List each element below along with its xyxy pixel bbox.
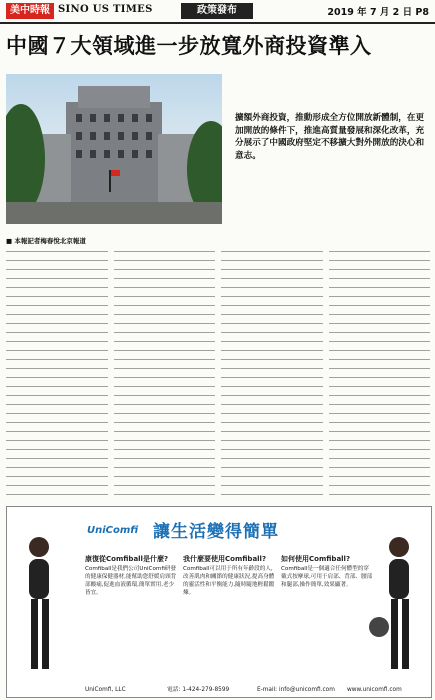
ad-question-body: Comfiball是我們公司UniComfi研發的健康保健器材,能幫助您舒緩肩頸背部酸痛,促進血液循環,簡單實用,老少皆宜。 — [85, 566, 177, 596]
article-column — [221, 245, 323, 503]
ad-email[interactable]: E-mail: info@unicomfi.com — [257, 687, 335, 693]
government-building-photo — [6, 74, 222, 224]
ad-title: 讓生活變得簡單 — [153, 522, 279, 542]
article-column — [6, 245, 108, 503]
ad-question-heading: 康復從Comfiball是什麼? — [85, 555, 169, 563]
article-column — [329, 245, 431, 503]
woman-exercise-right-image — [361, 507, 431, 697]
newspaper-english-title: SINO US TIMES — [58, 4, 153, 15]
unicomfi-advertisement — [6, 506, 432, 698]
issue-date: 2019 年 7 月 2 日 P8 — [327, 7, 429, 18]
ad-question-heading: 如何使用Comfiball? — [281, 555, 351, 563]
article-body-columns — [6, 245, 430, 503]
ad-phone: 電話: 1-424-279-8599 — [167, 687, 230, 693]
ad-company: UniComfi, LLC — [85, 687, 126, 693]
building-illustration — [6, 74, 222, 224]
masthead — [0, 0, 435, 24]
woman-exercise-left-image — [7, 507, 77, 697]
section-label: 政策發布 — [181, 3, 253, 19]
newspaper-logo: 美中時報 — [6, 3, 54, 19]
ad-question-3 — [281, 555, 373, 589]
ad-question-1 — [85, 555, 177, 597]
unicomfi-logo: UniComfi — [87, 525, 139, 536]
article-headline: 中國７大領域進一步放寬外商投資準入 — [6, 34, 372, 58]
reporter-byline: ■ 本報記者梅春悅北京報道 — [6, 237, 86, 245]
ad-question-2 — [183, 555, 275, 597]
page-number: P8 — [415, 7, 429, 18]
ad-question-body: Comfiball是一個適合任何體型的穿戴式按摩球,可用于肩部、背部、腰部和腿部,操作簡單,效果顯著。 — [281, 566, 373, 588]
article-column — [114, 245, 216, 503]
ad-question-heading: 我什麼要使用Comfiball? — [183, 555, 267, 563]
ad-website[interactable]: www.unicomfi.com — [347, 687, 402, 693]
ad-question-body: Comfiball可以用于所有年齡段的人,改善肌肉和關節的健康狀況,提高身體的靈活性和平衡能力,隨時隨地輕鬆鍛煉。 — [183, 566, 275, 596]
article-callout: 擴額外商投資，推動形成全方位開放新體制，在更加開放的條件下，推進高質量發展和深化改革，充分展示了中國政府堅定不移擴大對外開放的決心和意志。 — [235, 113, 425, 161]
